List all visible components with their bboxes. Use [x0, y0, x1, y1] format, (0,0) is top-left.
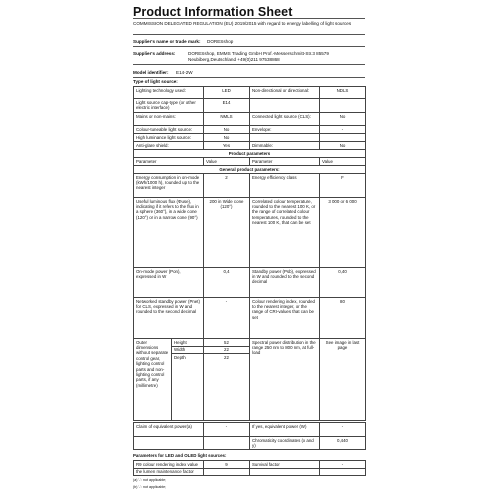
dimension-value: 52: [204, 339, 250, 347]
value-cell: 9: [204, 461, 250, 469]
param-cell: High luminance light source:: [134, 134, 204, 142]
table-row: [134, 113, 366, 126]
table-row: [134, 99, 366, 113]
table-row: [134, 268, 366, 298]
table-row: [134, 423, 366, 437]
table-row: [134, 339, 366, 347]
value-cell: E14: [204, 99, 250, 113]
model-identifier-value: E14-2W: [176, 70, 193, 75]
value-cell: [204, 468, 250, 476]
value-cell: No: [204, 134, 250, 142]
table-row: [134, 174, 366, 198]
param-cell: Connected light source (CLS):: [250, 113, 320, 126]
value-cell: 3 000 or 6 000: [320, 198, 366, 268]
supplier-name-label: Supplier's name or trade mark:: [133, 39, 201, 44]
param-cell: If yes, equivalent power (W): [250, 423, 320, 437]
column-header: Parameter: [134, 158, 204, 166]
model-divider: [133, 77, 365, 78]
param-cell: [134, 437, 204, 450]
param-cell: Standby power (Psb), expressed in W and rounded to the second decimal: [250, 268, 320, 298]
param-cell: [250, 99, 320, 113]
address-divider: [133, 64, 365, 65]
value-cell: 0,40: [320, 268, 366, 298]
regulation-text: COMMISSION DELEGATED REGULATION (EU) 2019/2015 with regard to energy labelling of light sources: [133, 21, 352, 26]
param-cell: Useful luminous flux (Φuse), indicating if it refers to the flux in a sphere (360°), in a wide cone (120°) or in a narrow cone (90°): [134, 198, 204, 268]
table-row: [134, 468, 366, 476]
value-cell: [320, 134, 366, 142]
param-cell: Correlated colour temperature, rounded to the nearest 100 K, or the range of correlated colour temperatures, rounded to the nearest 100 K, that can be set: [250, 198, 320, 268]
table-row: [134, 134, 366, 142]
param-cell: Claim of equivalent power(a): [134, 423, 204, 437]
page-title: Product Information Sheet: [133, 5, 293, 19]
value-cell: 2: [204, 174, 250, 198]
param-cell: Energy efficiency class: [250, 174, 320, 198]
value-cell: 200 in Wide cone (120°): [204, 198, 250, 268]
param-cell: [250, 468, 320, 476]
param-cell: Survival factor: [250, 461, 320, 469]
footnote-b: (b) '-': not applicable;: [133, 485, 167, 489]
value-cell: No: [320, 142, 366, 150]
general-parameters-heading: General product parameters:: [134, 166, 366, 174]
value-cell: Yes: [204, 142, 250, 150]
value-cell: 0,440: [320, 437, 366, 450]
table-row: [134, 437, 366, 450]
value-cell: -: [204, 298, 250, 339]
regulation-divider: [133, 34, 365, 35]
product-parameters-heading: Product parameters: [134, 150, 366, 158]
value-cell: NMLS: [204, 113, 250, 126]
param-cell: Anti-glare shield:: [134, 142, 204, 150]
value-cell: 80: [320, 298, 366, 339]
dimension-name: Width: [172, 346, 204, 354]
column-header: Value: [320, 158, 366, 166]
param-cell: Colour-tuneable light source:: [134, 126, 204, 134]
dimension-value: 22: [204, 354, 250, 421]
dimension-name: Height: [172, 339, 204, 347]
param-cell: Colour rendering index, rounded to the nearest integer, or the range of CRI-values that can be set: [250, 298, 320, 339]
value-cell: -: [204, 423, 250, 437]
model-identifier-label: Model identifier:: [133, 70, 169, 75]
section-header-row: [134, 150, 366, 158]
value-cell: NDLS: [320, 87, 366, 99]
value-cell: [320, 99, 366, 113]
param-cell: the lumen maintenance factor: [134, 468, 204, 476]
param-cell: Mains or non-mains:: [134, 113, 204, 126]
table-row: [134, 461, 366, 469]
param-cell: Non-directional or directional:: [250, 87, 320, 99]
supplier-divider: [133, 46, 365, 47]
value-cell: LED: [204, 87, 250, 99]
param-cell: Energy consumption in on-mode (kWh/1000 h), rounded up to the nearest integer: [134, 174, 204, 198]
title-divider: [133, 18, 365, 19]
supplier-name-value: DORESshop: [207, 39, 234, 44]
supplier-address-value: DORESshop, EMMS Trading GmbH Prof.-Messerschmitt-Str.3 85579 Neubiberg,Deutschland +49(0)211 97538868: [188, 51, 329, 62]
outer-dimensions-label: Outer dimensions without separate control gear, lighting control parts and non-lighting control parts, if any (millimetre): [134, 339, 172, 421]
param-cell: Light source cap-type (or other electric interface): [134, 99, 204, 113]
param-cell: On-mode power (Pon), expressed in W: [134, 268, 204, 298]
supplier-address-label: Supplier's address:: [133, 51, 176, 56]
param-cell: Lighting technology used:: [134, 87, 204, 99]
section-header-row: [134, 166, 366, 174]
value-cell: See image in last page: [320, 339, 366, 421]
value-cell: 0,4: [204, 268, 250, 298]
value-cell: -: [320, 126, 366, 134]
table-row: [134, 198, 366, 268]
value-cell: -: [320, 423, 366, 437]
param-cell: R9 colour rendering index value: [134, 461, 204, 469]
type-of-light-source-heading: Type of light source:: [133, 79, 178, 84]
column-header: Parameter: [250, 158, 320, 166]
column-header-row: [134, 158, 366, 166]
param-cell: Networked standby power (Pnet) for CLS, expressed in W and rounded to the second decimal: [134, 298, 204, 339]
table-row: [134, 298, 366, 339]
table-row: [134, 126, 366, 134]
param-cell: Envelope:: [250, 126, 320, 134]
type-table: [133, 86, 366, 339]
value-cell: No: [204, 126, 250, 134]
value-cell: [204, 437, 250, 450]
footnote-a: (a) '-': not applicable;: [133, 478, 167, 482]
param-cell: Chromaticity coordinates (x and y): [250, 437, 320, 450]
dimension-name: Depth: [172, 354, 204, 421]
table-row: [134, 87, 366, 99]
param-cell: Dimmable:: [250, 142, 320, 150]
param-cell: Spectral power distribution in the range 250 nm to 800 nm, at full-load: [250, 339, 320, 421]
column-header: Value: [204, 158, 250, 166]
led-parameters-heading: Parameters for LED and OLED light sources:: [133, 453, 227, 458]
value-cell: No: [320, 113, 366, 126]
dimension-value: 22: [204, 346, 250, 354]
dimensions-table: [133, 338, 366, 421]
claim-table: [133, 422, 366, 450]
value-cell: F: [320, 174, 366, 198]
param-cell: [250, 134, 320, 142]
led-table: [133, 460, 366, 476]
value-cell: -: [320, 461, 366, 469]
table-row: [134, 142, 366, 150]
value-cell: [320, 468, 366, 476]
